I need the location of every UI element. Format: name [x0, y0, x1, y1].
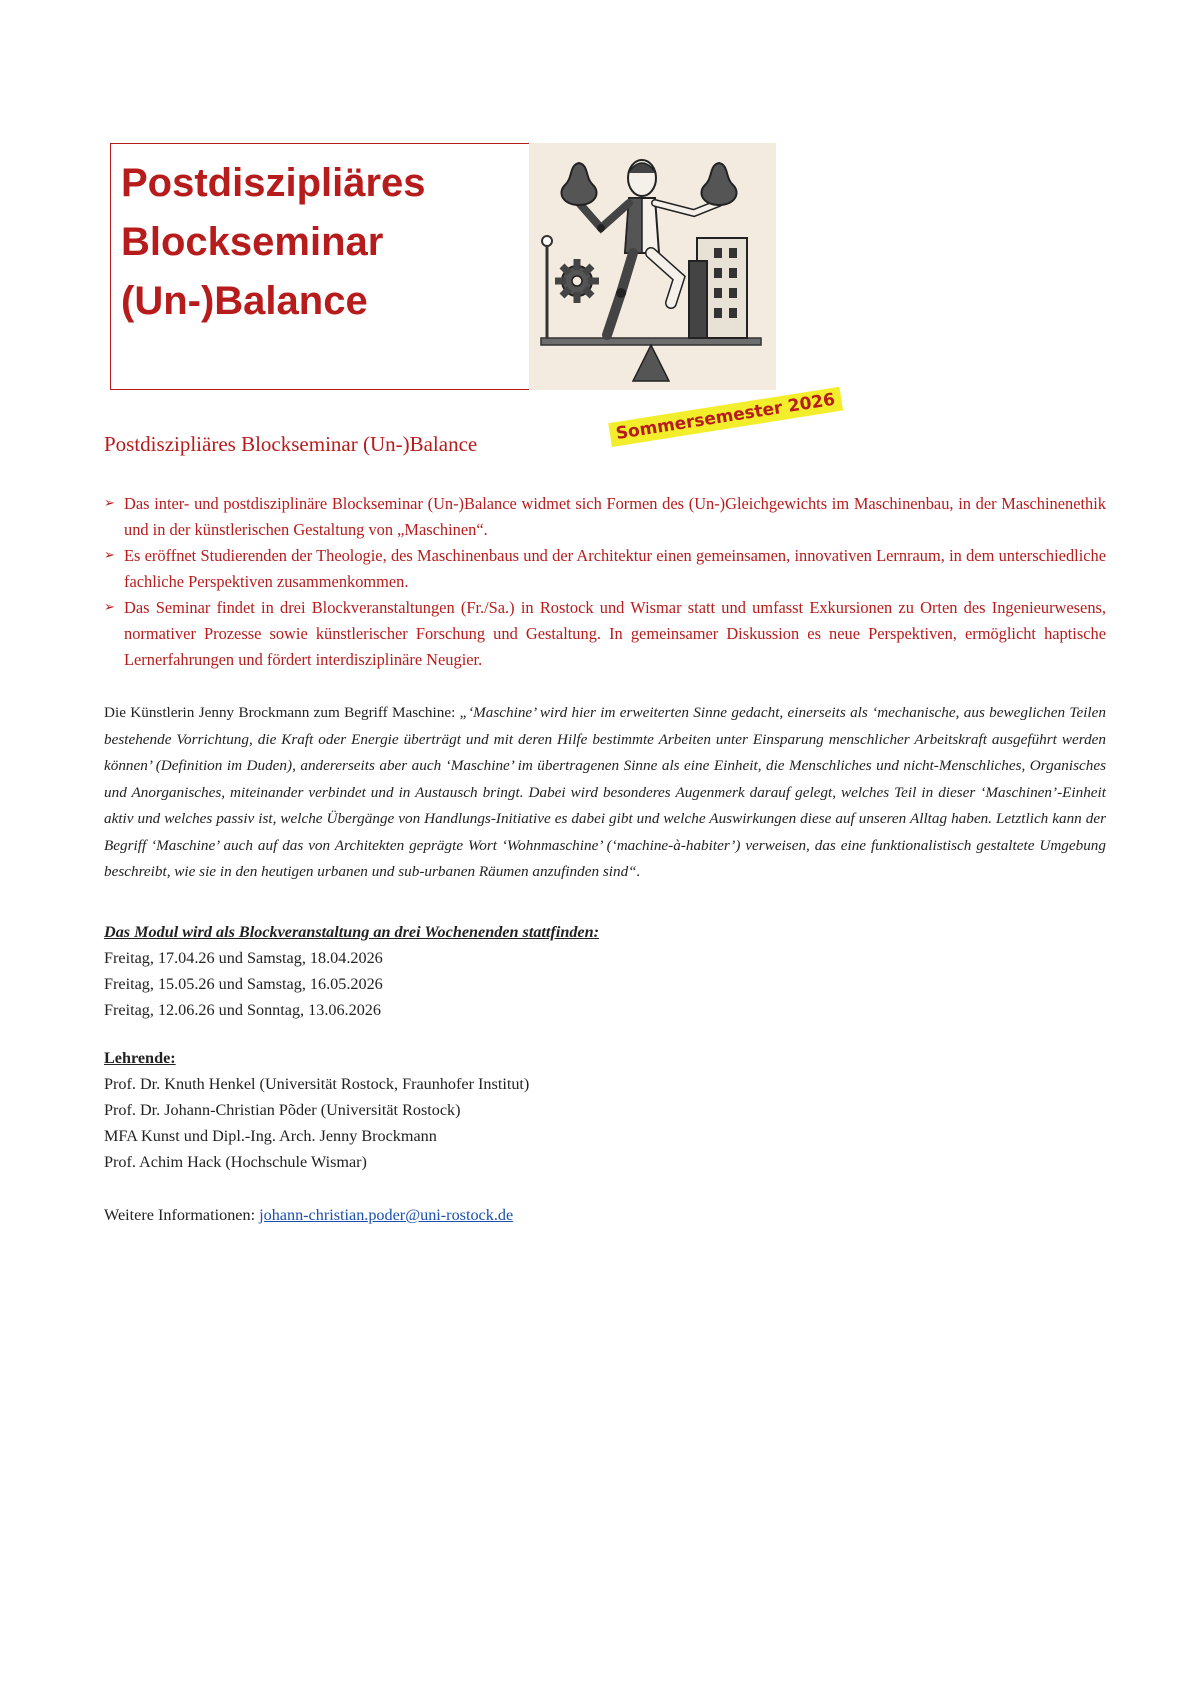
artist-quote	[104, 700, 1106, 886]
bullet-text: Das Seminar findet in drei Blockveranstaltungen (Fr./Sa.) in Rostock und Wismar statt und umfasst Exkursionen zu Orten des Ingenieurwesens, normativer Prozesse sowie künstlerischer Forschung und Gestaltung. In gemeinsamer Diskussion es neue Perspektiven, ermöglicht haptische Lernerfahrungen und fördert interdisziplinäre Neugier.	[124, 598, 1106, 669]
bullet-text: Es eröffnet Studierenden der Theologie, des Maschinenbaus und der Architektur einen gemeinsamen, innovativen Lernraum, in dem unterschiedliche fachliche Perspektiven zusammenkommen.	[124, 546, 1106, 591]
robot-balancing-scale-illustration	[529, 143, 776, 390]
schedule-heading: Das Modul wird als Blockveranstaltung an drei Wochenenden stattfinden:	[104, 923, 599, 941]
schedule-date: Freitag, 15.05.26 und Samstag, 16.05.2026	[104, 975, 383, 993]
gear-icon	[555, 259, 599, 303]
building-icon	[689, 238, 747, 338]
subtitle: Postdiszipliäres Blockseminar (Un-)Balance	[104, 432, 478, 456]
list-item	[104, 543, 1106, 595]
contact-label: Weitere Informationen:	[104, 1206, 260, 1224]
bullet-list	[104, 491, 1106, 673]
schedule-date: Freitag, 17.04.26 und Samstag, 18.04.2026	[104, 949, 383, 967]
lecturer-item: Prof. Dr. Knuth Henkel (Universität Rostock, Fraunhofer Institut)	[104, 1075, 530, 1093]
list-item	[104, 491, 1106, 543]
bullet-text: Das inter- und postdisziplinäre Blockseminar (Un-)Balance widmet sich Formen des (Un-)Gleichgewichts im Maschinenbau, in der Maschinenethik und in der künstlerischen Gestaltung von „Maschinen“.	[124, 494, 1106, 539]
lecturers-heading: Lehrende:	[104, 1049, 176, 1067]
contact-info	[104, 1202, 513, 1228]
schedule-date: Freitag, 12.06.26 und Sonntag, 13.06.2026	[104, 1001, 381, 1019]
page-title	[121, 154, 521, 331]
lecturer-item: Prof. Achim Hack (Hochschule Wismar)	[104, 1153, 367, 1171]
quote-intro: Die Künstlerin Jenny Brockmann zum Begriff Maschine:	[104, 704, 460, 721]
title-line: Postdiszipliäres	[121, 161, 426, 205]
lecturer-item: Prof. Dr. Johann-Christian Põder (Universität Rostock)	[104, 1101, 461, 1119]
title-line: Blockseminar	[121, 220, 384, 264]
list-item	[104, 595, 1106, 673]
email-link[interactable]: johann-christian.poder@uni-rostock.de	[259, 1206, 514, 1224]
quote-text: „‘Maschine’ wird hier im erweiterten Sinne gedacht, einerseits als ‘mechanische, aus beweglichen Teilen bestehende Vorrichtung, die Kraft oder Energie überträgt und mit deren Hilfe bestimmte Arbeiten unter Einsparung menschlicher Arbeitskraft ausgeführt werden können’ (Definition im Duden), andererseits aber auch ‘Maschine’ im übertragenen Sinne als eine Einheit, die Menschliches und nicht-Menschliches, Organisches und Anorganisches, miteinander verbindet und in Austausch bringt. Dabei wird besonderes Augenmerk darauf gelegt, welches Teil in dieser ‘Maschinen’-Einheit aktiv und welches passiv ist, welche Übergänge von Handlungs-Initiative es dabei gibt und welche Auswirkungen diese auf unseren Alltag haben. Letztlich kann der Begriff ‘Maschine’ auch auf das von Architekten geprägte Wort ‘Wohnmaschine’ (‘machine-à-habiter’) verweisen, das eine funktionalistisch gestaltete Umgebung beschreibt, wie sie in den heutigen urbanen und sub-urbanen Räumen anzufinden sind“.	[104, 704, 1106, 880]
arrow-bullet-icon: ➢	[104, 496, 115, 511]
title-line: (Un-)Balance	[121, 279, 368, 323]
illustration-svg	[529, 143, 776, 390]
lecturers-section	[104, 1045, 904, 1175]
arrow-bullet-icon: ➢	[104, 600, 115, 615]
header-box	[110, 143, 774, 390]
arrow-bullet-icon: ➢	[104, 548, 115, 563]
lecturer-item: MFA Kunst und Dipl.-Ing. Arch. Jenny Brockmann	[104, 1127, 437, 1145]
schedule-section	[104, 919, 904, 1023]
semester-badge: Sommersemester 2026	[608, 387, 842, 447]
